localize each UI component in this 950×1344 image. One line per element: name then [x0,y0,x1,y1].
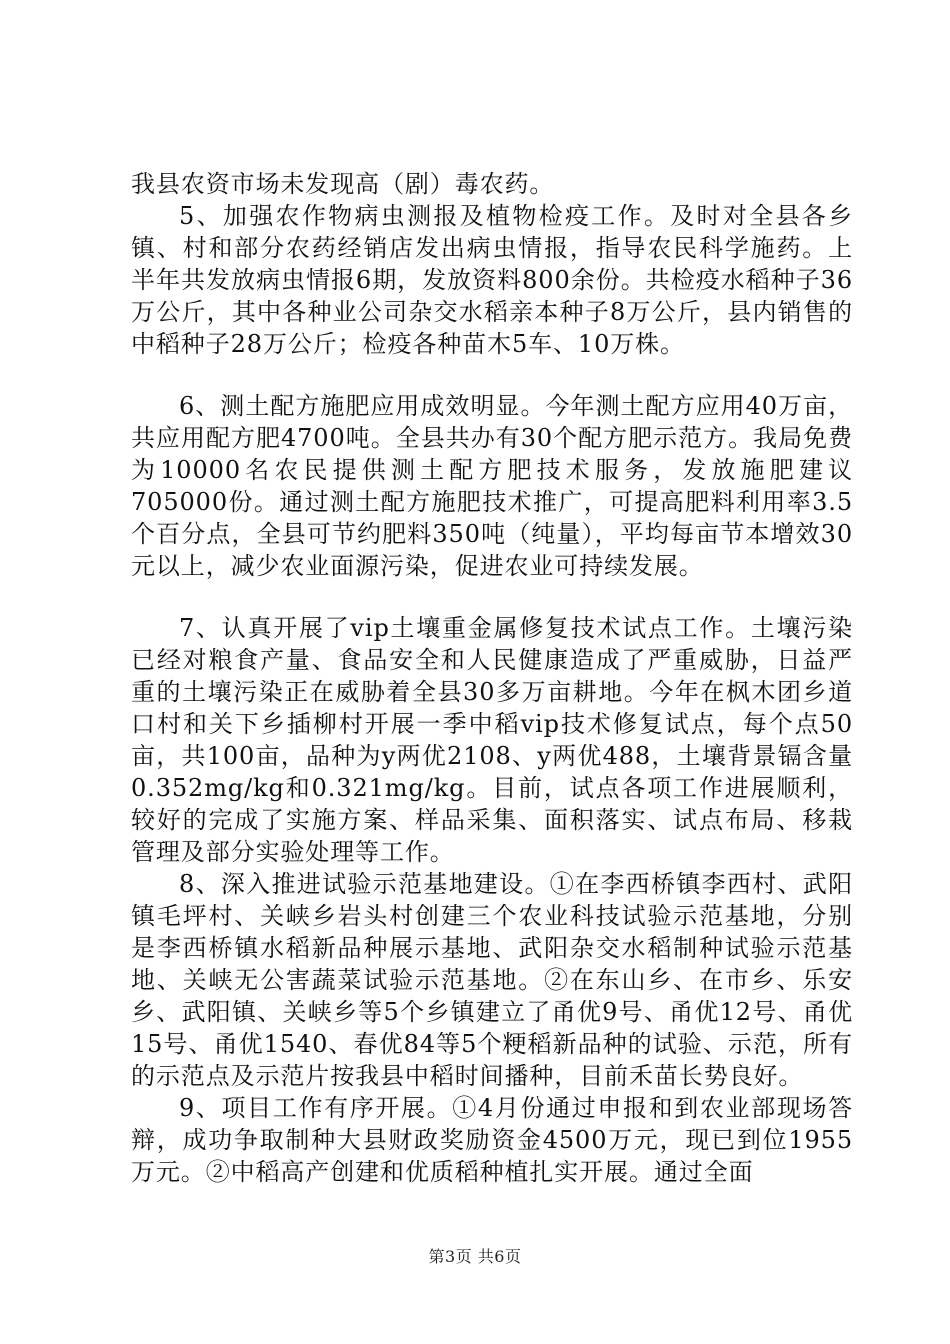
paragraph-continuation: 我县农资市场未发现高（剧）毒农药。 [131,170,555,198]
document-body [131,168,853,1188]
paragraph-spacer [131,360,853,390]
paragraph-item-8: 8、深入推进试验示范基地建设。①在李西桥镇李西村、武阳镇毛坪村、关峡乡岩头村创建三个农业科技试验示范基地，分别是李西桥镇水稻新品种展示基地、武阳杂交水稻制种试验示范基地、关峡无公害蔬菜试验示范基地。②在东山乡、在市乡、乐安乡、武阳镇、关峡乡等5个乡镇建立了甬优9号、甬优12号、甬优15号、甬优1540、春优84等5个粳稻新品种的试验、示范，所有的示范点及示范片按我县中稻时间播种，目前禾苗长势良好。 [131,870,853,1090]
paragraph-item-6: 6、测土配方施肥应用成效明显。今年测土配方应用40万亩，共应用配方肥4700吨。全县共办有30个配方肥示范方。我局免费为10000名农民提供测土配方肥技术服务，发放施肥建议705000份。通过测土配方施肥技术推广，可提高肥料利用率3.5个百分点，全县可节约肥料350吨（纯量），平均每亩节本增效30元以上，减少农业面源污染，促进农业可持续发展。 [131,392,853,580]
paragraph-item-9: 9、项目工作有序开展。①4月份通过申报和到农业部现场答辩，成功争取制种大县财政奖励资金4500万元，现已到位1955万元。②中稻高产创建和优质稻种植扎实开展。通过全面 [131,1094,853,1186]
page-number-footer: 第3页 共6页 [428,1247,522,1266]
paragraph-item-5: 5、加强农作物病虫测报及植物检疫工作。及时对全县各乡镇、村和部分农药经销店发出病虫情报，指导农民科学施药。上半年共发放病虫情报6期，发放资料800余份。共检疫水稻种子36万公斤，其中各种业公司杂交水稻亲本种子8万公斤，县内销售的中稻种子28万公斤；检疫各种苗木5车、10万株。 [131,202,853,358]
paragraph-spacer [131,582,853,612]
paragraph-item-7: 7、认真开展了vip土壤重金属修复技术试点工作。土壤污染已经对粮食产量、食品安全和人民健康造成了严重威胁，日益严重的土壤污染正在威胁着全县30多万亩耕地。今年在枫木团乡道口村和关下乡插柳村开展一季中稻vip技术修复试点，每个点50亩，共100亩，品种为y两优2108、y两优488，土壤背景镉含量0.352mg/kg和0.321mg/kg。目前，试点各项工作进展顺利，较好的完成了实施方案、样品采集、面积落实、试点布局、移栽管理及部分实验处理等工作。 [131,614,853,866]
